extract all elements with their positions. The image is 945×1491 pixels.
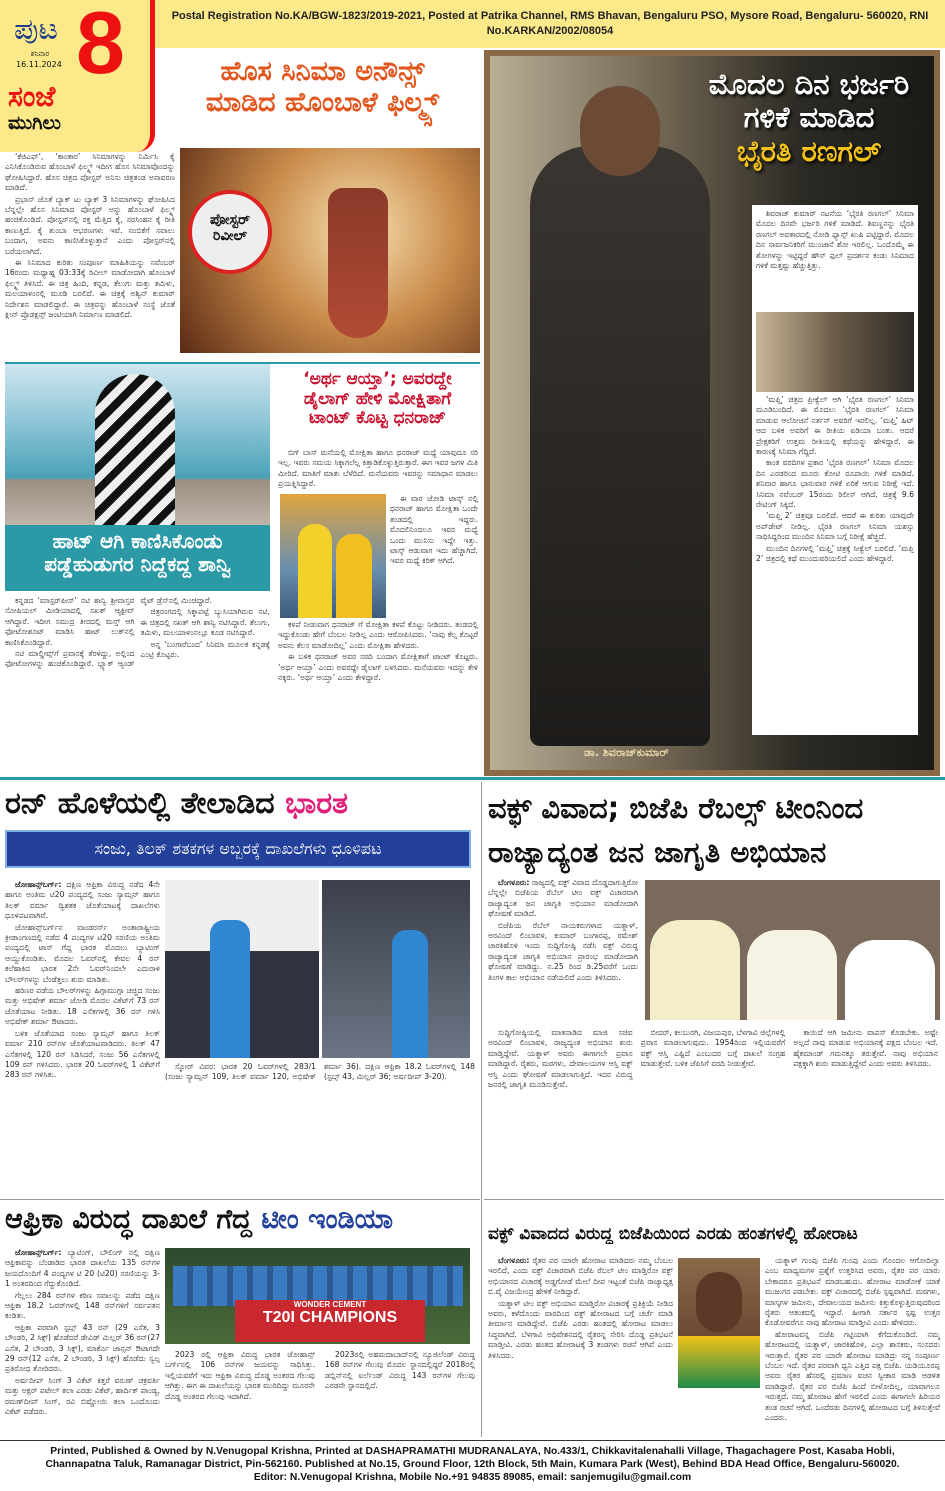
headline-line: ಟಾಂಟ್ ಕೊಟ್ಟ ಧನರಾಜ್ (308, 408, 446, 429)
sanju-celebration-photo (322, 880, 470, 1058)
section-divider (0, 777, 945, 780)
dhanaraj-lead (278, 448, 478, 494)
headline-line: ಡೈಲಾಗ್ ಹೇಳಿ ಮೋಕ್ಷಿತಾಗೆ (303, 388, 452, 409)
poster-hand-image (180, 148, 480, 353)
headline-accent: ಟೀಂ ಇಂಡಿಯಾ (261, 1204, 394, 1235)
paragraph: ಕನ್ನಡದ ‘ಮಾಸ್ಟರ್‌ಪೀಸ್’ ನಟಿ ಶಾನ್ವಿ ಶ್ರೀವಾಸ್ತವ ಸೋಷಿಯಲ್ ಮೀಡಿಯಾದಲ್ಲಿ ಸಖತ್ ಆ್ಯಕ್ಟೀವ್ ಆಗಿದ್ದಾರೆ. ಇದೀಗ ಸಮುದ್ರ ತೀರದಲ್ಲಿ ಮಸ್ತ್ ಆಗಿ ಫೋಟೋಶೂಟ್ ಮಾಡಿಸಿ ಹಾಟ್ ಲುಕ್‌ನಲ್ಲಿ ಕಾಣಿಸಿಕೊಂಡಿದ್ದಾರೆ. (5, 596, 135, 647)
postal-registration: Postal Registration No.KA/BGW-1823/2019-2021, Posted at Patrika Channel, RMS Bhavan, Bengaluru PSO, Mysore Road, Bengaluru- 560020, RNI No.KARKAN/2002/08054 (155, 0, 945, 48)
bjp-rebels-photo (645, 880, 940, 1020)
figure-shape (95, 374, 175, 526)
paragraph: ಬ್ಯಾಟಿಂಗ್, ಬೌಲಿಂಗ್ ನಲ್ಲಿ ದಕ್ಷಿಣ ಆಫ್ರಿಕಾವನ್ನು ಬೆಂಡಾಡಿದ ಭಾರತ ದಾಖಲೆಯ 135 ರನ್‌ಗಳ ಜಯದೊಂದಿಗೆ 4 ಪಂದ್ಯಗಳ ಟಿ 20 (ಟಿ20) ಸರಣಿಯನ್ನು 3-1 ಅಂತರದಿಂದ ಗೆದ್ದುಕೊಂಡಿದೆ. (5, 1248, 160, 1289)
paragraph: ಅನ್ನ ‘ಬಂಗಾರೆಬಂದ’ ಸಿನಿಮಾ ಮೂಲಕ ಕನ್ನಡಕ್ಕೆ ಎಂಟ್ರಿ ಕೊಟ್ಟರು. (140, 639, 270, 660)
africa-body-cont (165, 1350, 475, 1438)
headline-accent: ಭಾರತ (285, 786, 348, 821)
page-number: 8 (76, 0, 125, 92)
dateline: ಜೋಹಾನ್ಸ್‌ಬರ್ಗ್: (15, 880, 62, 889)
person-shape (298, 524, 332, 618)
day: ಶನಿವಾರ (30, 50, 50, 58)
paragraph: ಅರ್ಷದೀಪ್ ಸಿಂಗ್ 3 ವಿಕೆಟ್ ಕಿತ್ತರೆ ವರುಣ್ ಚಕ್ರವರ್ತಿ ಮತ್ತು ಅಕ್ಷರ್ ಪಟೇಲ್ ತಲಾ ಎರಡು ವಿಕೆಟ್, ಹಾರ್ದಿಕ್ ಪಾಂಡ್ಯ, ರಮಣ್‌ದೀಪ್ ಸಿಂಗ್, ರವಿ ಬಿಷ್ಣೋಯಿ ತಲಾ ಒಂದೊಂದು ವಿಕೆಟ್ ಪಡೆದರು. (5, 1375, 160, 1417)
bhairathi-poster-frame (484, 50, 940, 776)
paper-name-line2: ಮುಗಿಲು (8, 112, 61, 134)
paragraph: ಬೀದರ್, ಕಲಬುರಗಿ, ವಿಜಯಪುರ, ಬೆಳಗಾವಿ ಜಿಲ್ಲೆಗಳಲ್ಲಿ ಪ್ರವಾಸ ಮಾಡಲಾಗುವುದು. 1954ರಿಂದ ಇಲ್ಲಿಯವರೆಗೆ ವಕ್ಫ್ ಆಸ್ತಿ ಎಷ್ಟಿದೆ ಎಂಬುದರ ಬಗ್ಗೆ ದಾಖಲೆ ಸಂಗ್ರಹ ಮಾಡುತ್ತೇವೆ. ಬಳಿಕ ಜೆಪಿಸಿಗೆ ವರದಿ ನೀಡುತ್ತೇವೆ. (640, 1028, 786, 1069)
paragraph: ನಟಿ ಮಾಲ್ಡೀವ್ಸ್‌ಗೆ ಪ್ರವಾಸಕ್ಕೆ ತೆರಳಿದ್ದು, ಅಲ್ಲಿಂದ ಫೋಟೋಗಳನ್ನು ಹಂಚಿಕೊಂಡಿದ್ದಾರೆ. ಬ್ಲ್ಯಾಕ್ ಆ್ಯಂಡ್ ವೈಟ್ ಡ್ರೆಸ್‌ನಲ್ಲಿ ಮಿಂಚಿದ್ದಾರೆ. (5, 596, 212, 669)
divider (0, 1199, 480, 1200)
date: 16.11.2024 (16, 60, 62, 69)
paragraph: ಸ್ಕೋರ್ ವಿವರ: ಭಾರತ 20 ಓವರ್‌ಗಳಲ್ಲಿ 283/1 (ಸಂಜು ಸ್ಯಾಮ್ಸನ್ 109, ತಿಲಕ್ ವರ್ಮಾ 120, ಅಭಿಷೇಕ್ ಶರ್ಮಾ 36). ದಕ್ಷಿಣ ಆಫ್ರಿಕಾ 18.2 ಓವರ್‌ಗಳಲ್ಲಿ 148 (ಸ್ಟಬ್ಸ್ 43, ಮಿಲ್ಲರ್ 36; ಅರ್ಷದೀಪ್ 3-20). (165, 1062, 475, 1082)
team-champions-photo (165, 1248, 470, 1344)
headline-line: ಪಡ್ಡೆಹುಡುಗರ ನಿದ್ದೆಕದ್ದ ಶಾನ್ವಿ (44, 552, 231, 576)
divider (5, 362, 480, 364)
headline-line: ಗಳಿಕೆ ಮಾಡಿದ (743, 100, 875, 135)
paragraph: ಕಾಯಿದೆ ಆಗಿ ಜಮೀನು ವಾಪಸ್ ಕೊಡಬೇಕು. ಅಷ್ಟೇ ಅಲ್ಲದೆ ನಾವು ಮಾಡುವ ಅಭಿಯಾನಕ್ಕೆ ಪಕ್ಷದ ಬೆಂಬಲ ಇದೆ. ಹೈಕಮಾಂಡ್ ಗಮನಕ್ಕೂ ತರುತ್ತೇವೆ. ನಾವು ಅಭಿಯಾನ ಪಕ್ಷಕ್ಕಾಗಿ ಶುರು ಮಾಡುತ್ತಿದ್ದೇವೆ ಎಂದು ಅವರು ತಿಳಿಸಿದರು. (793, 1028, 938, 1069)
page-word: ಪುಟ (14, 12, 59, 47)
dhanaraj-body (278, 620, 478, 770)
waqf-headline (488, 786, 943, 874)
paragraph: ಕಾಂತ ವರದಿಗಳ ಪ್ರಕಾರ ‘ಭೈರತಿ ರಣಗಲ್’ ಸಿನಿಮಾ ಮೊದಲ ದಿನ ಎರಡರಿಂದ ಮೂರು ಕೋಟಿ ರೂಪಾಯಿ ಗಳಿಕೆ ಮಾಡಿದೆ. ಶನಿವಾರ ಹಾಗೂ ಭಾನುವಾರ ಗಳಿಕೆ ಏರಿಕೆ ಆಗುವ ನಿರೀಕ್ಷೆ ಇದೆ. ಸಿನಿಮಾ ನವೆಂಬರ್ 15ರಂದು ರಿಲೀಸ್ ಆಗಿದೆ. ಚಿತ್ರಕ್ಕೆ 9.6 ರೇಟಿಂಗ್ ಸಿಕ್ಕಿದೆ. (756, 458, 914, 510)
dateline: ಬೆಂಗಳೂರು: (498, 1256, 530, 1265)
hombale-headline (165, 56, 480, 118)
person-shape (747, 930, 837, 1020)
africa-body (5, 1248, 160, 1438)
waqf-lead (488, 878, 638, 1028)
player-shape (392, 930, 428, 1058)
shanvi-article-body (5, 596, 270, 772)
article-body (756, 209, 914, 309)
player-shape (210, 920, 250, 1058)
article-body (756, 395, 914, 730)
cricket-body (5, 880, 160, 1195)
paragraph: ಪ್ರಭಾಸ್ ಜೊತೆ ಬ್ಯಾಕ್ ಟು ಬ್ಯಾಕ್ 3 ಸಿನಿಮಾಗಳನ್ನು ಘೋಷಿಸಿದ ಬೆನ್ನಲ್ಲೇ ಹೊಸ ಸಿನಿಮಾದ ಪೋಸ್ಟರ್ ಅನ್ನು ಹೊಂಬಾಳೆ ಫಿಲ್ಮ್ಸ್ ಹಂಚಿಕೊಂಡಿದೆ. ಪೋಸ್ಟರ್‌ನಲ್ಲಿ ರಕ್ತ ಮೆತ್ತಿದ ಕೈ, ನರಸಿಂಹನ ಕೈ ರೀತಿ ಕಾಣುತ್ತಿದೆ. ಕೈ ತುಂಬಾ ಆಭರಣಗಳು ಇವೆ. ನಂಬಿಕೆಗೆ ಸವಾಲು ಬಂದಾಗ, ಅವನು ಕಾಣಿಸಿಕೊಳ್ಳುತ್ತಾನೆ ಎಂದು ಪೋಸ್ಟರ್‌ನಲ್ಲಿ ಬರೆಯಲಾಗಿದೆ. (5, 194, 175, 256)
hombale-article-body (5, 152, 175, 357)
protest-headline: ವಕ್ಫ್ ವಿವಾದದ ವಿರುದ್ಧ ಬಿಜೆಪಿಯಿಂದ ಎರಡು ಹಂತಗಳಲ್ಲಿ ಹೋರಾಟ (488, 1224, 858, 1244)
paragraph: ಈ ಸಿನಿಮಾದ ಕುರಿತು ಸಂಪೂರ್ಣ ಮಾಹಿತಿಯನ್ನು ನವೆಂಬರ್ 16ರಂದು ಮಧ್ಯಾಹ್ನ 03:33ಕ್ಕೆ ರಿವೀಲ್ ಮಾಡೋದಾಗಿ ಹೊಂಬಾಳೆ ಫಿಲ್ಮ್ಸ್ ತಿಳಿಸಿದೆ. ಈ ಚಿತ್ರ ಹಿಂದಿ, ಕನ್ನಡ, ತೆಲುಗು ಮತ್ತು ತಮಿಳು, ಮಲಯಾಳಂನಲ್ಲಿ ಮೂಡಿ ಬರಲಿದೆ. ಈ ಚಿತ್ರಕ್ಕೆ ಅಶ್ವಿನ್ ಕುಮಾರ್ ನಿರ್ದೇಶನ ಮಾಡಲಿದ್ದಾರೆ. ಈ ಚಿತ್ರವನ್ನು ಹೊಂಬಾಳೆ ಸಂಸ್ಥೆ ಜೊತೆ ಕ್ಲೀನ್ ಪ್ರೊಡಕ್ಷನ್ಸ್ ಜಂಟಿಯಾಗಿ ನಿರ್ಮಾಣ ಮಾಡಲಿದೆ. (5, 258, 175, 320)
masthead (0, 0, 155, 152)
africa-headline (5, 1204, 480, 1236)
protest-body-cont (765, 1256, 940, 1438)
bigboss-photo (280, 494, 386, 618)
paragraph: ಹೋರಾಟವನ್ನ ಬಿಜೆಪಿ ಗಟ್ಟಿಯಾಗಿ ಕೆಗೆದುಕೊಂಡಿದೆ. ನಮ್ಮ ಹೋರಾಟದಲ್ಲಿ ಯತ್ನಾಳ್, ಜಾರಕಿಹೊಳಿ, ಎಲ್ಲಾ ಶಾಸಕರು, ಸಂಸದರು ಇರುತ್ತಾರೆ. ರೈತರ ಪರ ಯಾರೇ ಹೋರಾಟ ಮಾಡಿದ್ರು ನನ್ನ ಸಂಪೂರ್ಣ ಬೆಂಬಲ ಇದೆ. ರೈತರ ಪರವಾಗಿ ಧ್ವನಿ ಎತ್ತಿದ ಪಕ್ಷ ಬಿಜೆಪಿ. ಯಡಿಯೂರಪ್ಪ ಅವರು ರೈತರ ಹೆಸರಲ್ಲಿ ಪ್ರಮಾಣ ವಚನ ಸ್ವೀಕಾರ ಮಾಡಿ ಆಡಳಿತ ಮಾಡಿದ್ದಾರೆ. ರೈತರ ಪರ ಬಿಜೆಪಿ ಹಿಂದೆ ಬೀಳೋದಿಲ್ಲ, ಯಾವಾಗಲೂ ಇರುತ್ತದೆ. ನಮ್ಮ ಹೋರಾಟ ಹೇಗೆ ಇರಲಿದೆ ಎಂದು ಈಗಾಗಲೇ ಹಿರಿಯರ ತಂಡ ರಚನೆ ಆಗಿದೆ. ಒಂದೆರಡು ದಿನಗಳಲ್ಲಿ ಹೋರಾಟದ ಬಗ್ಗೆ ತಿಳಿಸುತ್ತೇವೆ ಎಂದರು. (765, 1329, 940, 1423)
paragraph: ‘ಕೆಜಿಎಫ್’, ‘ಕಾಂತಾರ’ ಸಿನಿಮಾಗಳನ್ನು ನಿರ್ಮಿಸಿ ಕೈ ಎನಿಸಿಕೊಂಡಿರುವ ಹೊಂಬಾಳೆ ಫಿಲ್ಮ್ಸ್ ಇದೀಗ ಹೊಸ ಸಿನಿಮಾವೊಂದನ್ನು ಘೋಷಿಸಿದ್ದಾರೆ. ಹೊಸ ಚಿತ್ರದ ಪೋಸ್ಟರ್ ಅನಿಸು ಚಿತ್ರತಂಡ ಅನಾವರಣ ಮಾಡಿದೆ. (5, 152, 175, 193)
paragraph: ರಾಜ್ಯದಲ್ಲಿ ವಕ್ಫ್ ವಿವಾದ ದೊಡ್ಡದಾಗುತ್ತಿರೋ ಬೆನ್ನಲ್ಲೇ ಬಿಜೆಪಿಯ ರೆಬೆಲ್ ಟೀಂ ವಕ್ಫ್ ವಿಚಾರವಾಗಿ ರಾಜ್ಯಾದ್ಯಂತ ಜನ ಜಾಗೃತಿ ಅಭಿಯಾನ ಮಾಡೋದಾಗಿ ಘೋಷಣೆ ಮಾಡಿದೆ. (488, 878, 638, 919)
imprint-footer: Printed, Published & Owned by N.Venugopal Krishna, Printed at DASHAPRAMATHI MUDRANALAYA, No.433/1, Chikkavitalenahalli Village, Thagachagere Post, Kasaba Hobli, Channapatna Taluk, Ramanagar District, Pin-562160. Published at No.15, Ground Floor, 12th Block, 5th Main, Kumara Park (West), Behind BDA Head Office, Bengaluru-560020. Editor: N.Venugopal Krishna, Mobile No.+91 94835 89085, email: sanjemugilu@gmail.com (45, 1446, 900, 1483)
banner-brand: WONDER CEMENT (293, 1300, 367, 1309)
hand-shape (328, 188, 388, 338)
headline-text: ರನ್ ಹೊಳೆಯಲ್ಲಿ ತೇಲಾಡಿದ (5, 786, 275, 821)
paragraph: ಬಿಗ್ ಬಾಸ್ ಮನೆಯಲ್ಲಿ ಮೋಕ್ಷಿತಾ ಹಾಗೂ ಧನರಾಜ್ ಮಧ್ಯೆ ಯಾವುದೂ ಸರಿ ಇಲ್ಲ. ಇವರು ಸಮಯ ಸಿಕ್ಕಾಗಲೆಲ್ಲ ಕಿತ್ತಾಡಿಕೊಳ್ಳುತ್ತಿರುತ್ತಾರೆ. ಈಗ ಇವರ ಜಗಳ ಮಿತಿ ಮೀರಿದೆ. ಮಾತಿಗೆ ಮಾತು ಬೆಳೆದಿದೆ. ಮನೆಯವರು ಇವರನ್ನು ಸಮಾಧಾನ ಮಾಡಲು ಪ್ರಯತ್ನಿಸಿದ್ದಾರೆ. (278, 448, 478, 489)
dateline: ಜೋಹಾನ್ಸ್‌ಬರ್ಗ್: (15, 1248, 62, 1257)
paragraph: ಯತ್ನಾಳ್ ಗುಂಪು ಬಿಜೆಪಿ ಗುಂಪು ಎಂದು ಗೊಂದಲ ಆಗೋದಿಲ್ವಾ ಎಂಬ ಮಾಧ್ಯಮಗಳ ಪ್ರಶ್ನೆಗೆ ಉತ್ತರಿಸಿದ ಅವರು, ರೈತರ ಪರ ಯಾರು ಬೇಕಾದರೂ ಪ್ರತಿಭಟನೆ ಮಾಡಬಹುದು. ಹೋರಾಟ ಮಾಡೋಕೆ ಯಾಕೆ ಮುಜುಗರ ಪಡಬೇಕು. ವಕ್ಫ್ ವಿಚಾರದಲ್ಲಿ ಬಿಜೆಪಿ ಸ್ಪಷ್ಟವಾಗಿದೆ. ಮಠಗಳು, ಮಾಸ್ಕಗಳ ಜಮೀನು, ದೇವಾಲಯದ ಜಮೀನು ಕಿತ್ತುಕೊಳ್ಳುತ್ತಿರುವುದರಿಂದ ರೈತರು ಆತಂಕದಲ್ಲಿ ಇದ್ದಾರೆ. ಹೀಗಾಗಿ ಸರ್ಕಾರ ಸ್ಪಷ್ಟ ಉತ್ತರ ಕೊಡೋವರೆಗೂ ನಾವು ಹೋರಾಟ ಮಾಡ್ತೀವಿ ಎಂದು ಹೇಳಿದರು. (765, 1256, 940, 1328)
badge-line: ಪೋಸ್ಟರ್ (209, 212, 251, 228)
paragraph: ರೈತರ ಪರ ಯಾರೇ ಹೋರಾಟ ಮಾಡಿದರು ನಮ್ಮ ಬೆಂಬಲ ಇರಲಿದೆ, ಎಂದು ವಕ್ಫ್ ವಿಚಾರವಾಗಿ ಬಿಜೆಪಿ ರೆಬಲ್ ಟೀಂ ಮಾಡ್ತಿರೋ ವಕ್ಫ್ ಅಭಿಯಾನದ ವಿಚಾರಕ್ಕೆ ಅಡ್ಡಗೋಡೆ ಮೇಲೆ ದೀಪ ಇಟ್ಟಂತೆ ಬಿಜೆಪಿ ರಾಜ್ಯಾಧ್ಯಕ್ಷ ಬಿ.ವೈ ವಿಜಯೇಂದ್ರ ಹೇಳಿಕೆ ನೀಡಿದ್ದಾರೆ. (488, 1256, 673, 1297)
paragraph: 2023 ರಲ್ಲಿ ಆಫ್ರಿಕಾ ವಿರುದ್ಧ ಭಾರತ ಜೋಹಾನ್ಸ್ ಬರ್ಗ್‌ನಲ್ಲಿ 106 ರನ್‌ಗಳ ಜಯವನ್ನು ಸಾಧಿಸಿತ್ತು. ಇಲ್ಲಿಯವರೆಗೆ ಇದು ಆಫ್ರಿಕಾ ವಿರುದ್ಧ ದೊಡ್ಡ ಅಂತರದ ಗೆಲುವು ಆಗಿತ್ತು. ಈಗ ಈ ದಾಖಲೆಯನ್ನು ಭಾರತ ಮುರಿದಿದ್ದು ಮೂರನೇ ದೊಡ್ಡ ಅಂತರದ ಗೆಲುವು ಇದಾಗಿದೆ. (165, 1350, 315, 1401)
paragraph: ಆಫ್ರಿಕಾ ಪರವಾಗಿ ಸ್ಟಬ್ಸ್ 43 ರನ್ (29 ಎಸೆತ, 3 ಬೌಂಡರಿ, 2 ಸಿಕ್ಸ್) ಹೊಡೆದರೆ ಡೇವಿಡ್ ಮಿಲ್ಲರ್ 36 ರನ್(27 ಎಸೆತ, 2 ಬೌಂಡರಿ, 3 ಸಿಕ್ಸ್), ಮಾರ್ಕೊ ಜಾನ್ಸನ್ ಔಟಾಗದೇ 29 ರನ್(12 ಎಸೆತ, 2 ಬೌಂಡರಿ, 3 ಸಿಕ್ಸ್) ಹೊಡೆದು ಸ್ವಲ್ಪ ಪ್ರತಿರೋಧ ತೋರಿದರು. (5, 1322, 160, 1374)
paragraph: ಈ ವಾರ ಜೋಡಿ ಟಾಸ್ಕ್ ನಲ್ಲಿ ಧನರಾಜ್ ಹಾಗೂ ಮೋಕ್ಷಿತಾ ಒಂದೇ ತಂಡದಲ್ಲಿ ಇದ್ದರು. ಮೊದಲಿನಿಂದಲೂ ಇವರ ಮಧ್ಯೆ ಒಂದು ಮುನಿಸು ಇದ್ದೇ ಇತ್ತು. ಟಾಸ್ಕ್ ಆಡುವಾಗ ಇದು ಹೆಚ್ಚಾಗಿದೆ. ಇವರ ಮಧ್ಯೆ ಕಿರಿಕ್ ಆಗಿದೆ. (390, 494, 478, 566)
paper-name-line1: ಸಂಜೆ (8, 80, 56, 113)
actor-head (580, 86, 660, 176)
bhairathi-headline (684, 68, 934, 168)
face-shape (696, 1272, 742, 1332)
paragraph: ಜೋಹಾನ್ಸ್‌ಬರ್ಗ್‌ನ ವಾಂಡರರ್ಸ್ ಅಂತಾರಾಷ್ಟ್ರೀಯ ಕ್ರೀಡಾಂಗಣದಲ್ಲಿ ನಡೆದ 4 ಪಂದ್ಯಗಳ ಟಿ20 ಸರಣಿಯ ಅಂತಿಮ ಪಂದ್ಯದಲ್ಲಿ ಟಾಸ್ ಗೆದ್ದ ಭಾರತ ಮೊದಲು ಬ್ಯಾಟಿಂಗ್ ಆಯ್ದುಕೊಂಡಿತು. ಮೊದಲ ಓವರ್‌ನಲ್ಲಿ ಕೇವಲ 4 ರನ್ ಕಲೆಹಾಕಿದ ಭಾರತ 2ನೇ ಓವರ್‌ನಿಂದಲೇ ಎದುರಾಳಿ ಬೌಲರ್‌ಗಳನ್ನು ಬೆಂಡೆತ್ತಲು ಶುರು ಮಾಡಿತು. (5, 922, 160, 984)
paragraph: ಗೆಲ್ಲಲು 284 ರನ್‌ಗಳ ಕಠಿಣ ಸವಾಲನ್ನು ಪಡೆದ ದಕ್ಷಿಣ ಆಫ್ರಿಕಾ 18.2 ಓವರ್‌ಗಳಲ್ಲಿ 148 ರನ್‌ಗಳಿಗೆ ಸರ್ವಪತನ ಕಂಡಿತು. (5, 1290, 160, 1321)
waqf-body (488, 1028, 938, 1196)
paragraph: ಶಿವರಾಜ್ ಕುಮಾರ್ ನಟನೆಯ ‘ಭೈರತಿ ರಣಗಲ್’ ಸಿನಿಮಾ ಮೊದಲ ದಿನವೇ ಭರ್ಜರಿ ಗಳಿಕೆ ಮಾಡಿದೆ. ಶಿವಣ್ಣನನ್ನು ಭೈರತಿ ರಣಗಲ್ ಅವತಾರದಲ್ಲಿ ನೋಡಿ ಫ್ಯಾನ್ಸ್ ಖುಷಿ ಪಟ್ಟಿದ್ದಾರೆ. ಮೊದಲ ದಿನ ಸಾರ್ವಜನಿಕರಿಗೆ ಮುಂಜಾನೆ ಶೋ ಇರಲಿಲ್ಲ. ಒಂದೊಮ್ಮೆ ಈ ಶೋಗಳನ್ನು ಇಟ್ಟಿದ್ದರೆ ಹೌಸ್ ಫುಲ್ ಪ್ರದರ್ಶನ ಕಂಡು ಸಿನಿಮಾದ ಗಳಿಕೆ ಮತ್ತಷ್ಟು ಹೆಚ್ಚುತ್ತಿತ್ತು. (756, 209, 914, 271)
shanvi-photo (5, 364, 270, 526)
shanvi-headline (5, 525, 270, 591)
headline-accent: ಭೈರತಿ ರಣಗಲ್ (736, 133, 882, 168)
paragraph: ಮುಂದಿನ ದಿನಗಳಲ್ಲಿ ‘ಮಫ್ತಿ’ ಚಿತ್ರಕ್ಕೆ ಸೀಕ್ವೆಲ್ ಬರಲಿದೆ. ‘ಮಫ್ತಿ 2’ ಚಿತ್ರದಲ್ಲಿ ಕಥೆ ಮುಂದುವರಿಯಲಿದೆ ಎಂದು ಹೇಳಿದ್ದಾರೆ. (756, 543, 914, 564)
dateline: ಬೆಂಗಳೂರು: (498, 878, 530, 887)
headline-text: ಆಫ್ರಿಕಾ ವಿರುದ್ಧ ದಾಖಲೆ ಗೆದ್ದ (5, 1204, 252, 1235)
footer-rule (0, 1440, 945, 1441)
paragraph: ಈ ಬಳಿಕ ಧನರಾಜ್ ಅವರ ಸರದಿ ಬಂದಾಗ ಮೋಕ್ಷಿತಾಗೆ ಟಾಂಟ್ ಕೊಟ್ಟರು. ‘ಅರ್ಥ ಆಯ್ತಾ’ ಎಂದು ಅವರದ್ದೇ ಡೈಲಾಗ್ ಬಳಸಿದರು. ಮನೆಯವರು ಇದನ್ನು ಕೇಳಿ ನಕ್ಕರು. ‘ಅರ್ಥ ಆಯ್ತಾ’ ಎಂದು ಕೇಳಿದ್ದಾರೆ. (278, 652, 478, 683)
protest-body (488, 1256, 673, 1438)
headline-line: ವಕ್ಫ್ ವಿವಾದ; ಬಿಜೆಪಿ ರೆಬಲ್ಸ್ ಟೀಂನಿಂದ (488, 791, 864, 825)
dhanaraj-body-side (390, 494, 478, 618)
headline-line: ರಾಜ್ಯಾದ್ಯಂತ ಜನ ಜಾಗೃತಿ ಅಭಿಯಾನ (488, 835, 827, 869)
paragraph: ‘ಮಫ್ತಿ 2’ ಚಿತ್ರವೂ ಬರಲಿದೆ. ಆದರೆ ಈ ಕುರಿತು ಯಾವುದೇ ಅಪ್‌ಡೇಟ್ ನೀಡಿಲ್ಲ. ಭೈರತಿ ರಣಗಲ್ ಸಿನಿಮಾ ಯಶಸ್ಸು ಸಾಧಿಸಿದ್ದರಿಂದ ಮುಂದಿನ ಸಿನಿಮಾ ಬಗ್ಗೆ ನಿರೀಕ್ಷೆ ಹೆಚ್ಚಿದೆ. (756, 511, 914, 542)
poster-reveal-badge (188, 190, 272, 274)
badge-line: ರಿವೀಲ್ (212, 228, 248, 245)
cricket-subhead: ಸಂಜು, ತಿಲಕ್ ಶತಕಗಳ ಅಬ್ಬರಕ್ಕೆ ದಾಖಲೆಗಳು ಧೂಳಿಪಟ (5, 830, 471, 868)
paragraph: ಸುದ್ದಿಗೋಷ್ಠಿಯಲ್ಲಿ ಮಾತನಾಡಿದ ಮಾಜಿ ಸಚಿವ ಅರವಿಂದ್ ಲಿಂಬಾವಳಿ, ರಾಜ್ಯದ್ಯಂತ ಅಭಿಯಾನ ಶುರು ಮಾಡ್ತಿದ್ದೇವೆ. ಯತ್ನಾಳ್ ಅವರು ಈಗಾಗಲೇ ಪ್ರವಾಸ ಮಾಡಿದ್ದಾರೆ. ರೈತರು, ಮಠಗಳು, ದೇವಾಲಯಗಳ ಆಸ್ತಿ ವಕ್ಫ್ ಆಸ್ತಿ ಎಂದು ಘೋಷಣೆ ಮಾಡಲಾಗುತ್ತಿದೆ. ಇದರ ವಿರುದ್ಧ ಜನರಲ್ಲಿ ಜಾಗೃತಿ ಮೂಡಿಸುತ್ತೇವೆ. (488, 1028, 633, 1090)
bhairathi-article (752, 205, 918, 735)
divider (484, 1199, 944, 1200)
paragraph: ‘ಮಫ್ತಿ’ ಚಿತ್ರದ ಪ್ರೀಕ್ವೆಲ್ ಆಗಿ ‘ಭೈರತಿ ರಣಗಲ್’ ಸಿನಿಮಾ ಮೂಡಿಬಂದಿದೆ. ಈ ಮೊದಲು ‘ಭೈರತಿ ರಣಗಲ್’ ಸಿನಿಮಾ ಮಾಡುವ ಆಲೋಚನೆ ನರ್ತನ್ ಅವರಿಗೆ ಇರಲಿಲ್ಲ. ‘ಮಫ್ತಿ’ ಹಿಟ್ ಆದ ಬಳಿಕ ಅವರಿಗೆ ಈ ರೀತಿಯ ಐಡಿಯಾ ಬಂತು. ಆದರೆ ಪ್ರೇಕ್ಷಕರಿಗೆ ಉತ್ತಮ ರೀತಿಯಲ್ಲಿ ಕಥೆಯನ್ನು ಹೇಳಿದ್ದಾರೆ. ಈ ಕಾರಣಕ್ಕೆ ಸಿನಿಮಾ ಗೆದ್ದಿದೆ. (756, 395, 914, 457)
paragraph: ಬಳಿಕ ಜೊತೆಯಾದ ಸಂಜು ಸ್ಯಾಮ್ಸನ್ ಹಾಗೂ ತಿಲಕ್ ವರ್ಮಾ 210 ರನ್‌ಗಳ ಜೊತೆಯಾಟವಾಡಿದರು. ತಿಲಕ್ 47 ಎಸೆತಗಳಲ್ಲಿ 120 ರನ್ ಸಿಡಿಸಿದರೆ, ಸಂಜು 56 ಎಸೆತಗಳಲ್ಲಿ 109 ರನ್ ಗಳಿಸಿದರು. ಭಾರತ 20 ಓವರ್‌ಗಳಲ್ಲಿ 1 ವಿಕೆಟ್‌ಗೆ 283 ರನ್ ಗಳಿಸಿತು. (5, 1028, 160, 1080)
paragraph: ದಕ್ಷಿಣ ಆಫ್ರಿಕಾ ವಿರುದ್ಧ ನಡೆದ 4ನೇ ಹಾಗೂ ಅಂತಿಮ ಟಿ20 ಪಂದ್ಯದಲ್ಲಿ ಸಂಜು ಸ್ಯಾಮ್ಸನ್ ಹಾಗೂ ತಿಲಕ್ ವರ್ಮಾ ದ್ವಿಶತಕ ಜೊತೆಯಾಟಕ್ಕೆ ದಾಖಲೆಗಳು ಧೂಳಿಪಟವಾಗಿವೆ. (5, 880, 160, 921)
cricket-headline (5, 786, 480, 821)
headline-line: ಹೊಸ ಸಿನಿಮಾ ಅನೌನ್ಸ್ (220, 56, 425, 87)
paragraph: 2023ರಲ್ಲಿ ಅಹಮದಾಬಾದ್‌ನಲ್ಲಿ ನ್ಯೂಜಿಲೆಂಡ್ ವಿರುದ್ಧ 168 ರನ್‌ಗಳ ಗೆಲುವು ಮೊದಲ ಸ್ಥಾನದಲ್ಲಿದ್ದರೆ 2018ರಲ್ಲಿ ಡಬ್ಲಿನ್‌ನಲ್ಲಿ ಐರ್ಲೆಂಡ್ ವಿರುದ್ಧ 143 ರನ್‌ಗಳ ಗೆಲುವು ಎರಡನೇ ಸ್ಥಾನದಲ್ಲಿದೆ. (325, 1350, 475, 1391)
dhanaraj-headline (275, 370, 480, 429)
person-shape (336, 534, 372, 618)
actor-jeep-photo (756, 312, 914, 392)
headline-line: ಮೊದಲ ದಿನ ಭರ್ಜರಿ (708, 67, 910, 101)
headline-line: ‘ಅರ್ಥ ಆಯ್ತಾ’; ಅವರದ್ದೇ (303, 369, 452, 389)
tilak-celebration-photo (165, 880, 319, 1058)
vijayendra-photo (678, 1258, 760, 1388)
paragraph: ಹರಿಣರ ಪಡೆಯ ಬೌಲರ್‌ಗಳನ್ನು ಹಿಗ್ಗಾಮುಗ್ಗಾ ಚಚ್ಚಿದ ಸಂಜು ಮತ್ತು ಅಭಿಷೇಕ್ ಶರ್ಮಾ ಜೋಡಿ ಮೊದಲ ವಿಕೆಟ್‌ಗೆ 73 ರನ್ ಜೊತೆಯಾಟ ನೀಡಿತು. 18 ಎಸೆತಗಳಲ್ಲಿ 36 ರನ್ ಗಳಿಸಿ ಅಭಿಷೇಕ್ ಶರ್ಮಾ ಔಟಾದರು. (5, 986, 160, 1027)
banner-title: T20I CHAMPIONS (262, 1309, 398, 1326)
champions-banner (235, 1300, 425, 1342)
paragraph: ಕಳಪೆ ನೀಡುವಾಗ ಧನರಾಜ್ ಗೆ ಮೋಕ್ಷಿತಾ ಕಳಪೆ ಕೊಟ್ಟು ನೀಡಿದರು. ತಂಡದಲ್ಲಿ ಇದ್ದುಕೊಂಡು ಹೇಗೆ ಬೆಂಬಲ ನೀಡಿಲ್ಲ ಎಂದು ಆರೋಪಿಸಿದರು. ‘ನಾವು ಕೆಲ್ಸ ಕೊಟ್ಟರೆ ಅವನು ಕೆಲಸ ಮಾಡೋದಿಲ್ಲ’ ಎಂದು ಮೋಕ್ಷಿತಾ ಹೇಳಿದರು. (278, 620, 478, 650)
person-shape (650, 920, 740, 1020)
paragraph: ಯತ್ನಾಳ್ ಟೀಂ ವಕ್ಫ್ ಅಭಿಯಾನ ಮಾಡ್ತಿರೋ ವಿಚಾರಕ್ಕೆ ಪ್ರತಿಕ್ರಿಯೆ ನೀಡಿದ ಅವರು, ಕಳೆದೊಂದು ವಾರದಿಂದ ವಕ್ಫ್ ಹೋರಾಟದ ಬಗ್ಗೆ ಚರ್ಚೆ ಮಾಡಿ ತೀರ್ಮಾನ ಮಾಡಿದ್ದೇವೆ. ಬಿಜೆಪಿ ಎರಡು ಹಂತದಲ್ಲಿ ಹೋರಾಟ ಮಾಡಲು ಸಿದ್ಧವಾಗಿದೆ. ಬೆಳಗಾವಿ ಅಧಿವೇಶನದಲ್ಲಿ ರೈತರನ್ನ ಸೇರಿಸಿ ದೊಡ್ಡ ಪ್ರತಿಭಟನೆ ಮಾಡ್ತೀವಿ. ಎರಡು ಹಂತದ ಹೋರಾಟಕ್ಕೆ 3 ತಂಡಗಳು ರಚನೆ ಆಗಿವೆ ಎಂದು ತಿಳಿಸಿದರು. (488, 1298, 673, 1360)
poster-credit: ಡಾ. ಶಿವರಾಜ್‌ಕುಮಾರ್ (584, 746, 669, 759)
cricket-body-cont (165, 1062, 475, 1197)
actor-figure (530, 146, 710, 746)
paragraph: ಬಿಜೆಪಿಯ ರೆಬೆಲ್ ನಾಯಕರುಗಳಾದ ಯತ್ನಾಳ್, ಅರವಿಂದ್ ಲಿಂಬಾವಳಿ, ಕುಮಾರ್ ಬಂಗಾರಪ್ಪ, ರಮೇಶ್ ಜಾರಕಿಹೊಳಿ ಇಂದು ಸುದ್ದಿಗೋಷ್ಠಿ ನಡೆಸಿ ವಕ್ಫ್ ವಿರುದ್ಧ ರಾಜ್ಯಾದ್ಯಂತ ಜಾಗೃತಿ ಅಭಿಯಾನ ಪ್ರಾರಂಭ ಮಾಡೋದಾಗಿ ಘೋಷಣೆ ಮಾಡಿದ್ದು. ನ.25 ರಿಂದ ಡಿ.25ವರೆಗೆ ಒಂದು ತಿಂಗಳ ಕಾಲ ಅಭಿಯಾನ ನಡೆಯಲಿದೆ ಎಂದು ತಿಳಿಸಿದರು. (488, 920, 638, 982)
person-shape (845, 940, 935, 1020)
headline-line: ಮಾಡಿದ ಹೊಂಬಾಳೆ ಫಿಲ್ಮ್ಸ್ (205, 87, 440, 119)
column-divider (481, 782, 482, 1437)
paragraph: ಚಿತ್ರರಂಗದಲ್ಲಿ ಸಿಕ್ಕಾಪಟ್ಟೆ ಬ್ಯುಸಿಯಾಗಿರುವ ನಟಿ, ಈ ಚಿತ್ರದಲ್ಲಿ ಸಖತ್ ಆಗಿ ಶಾನ್ವಿ ನಟಿಸಿದ್ದಾರೆ. ತೆಲುಗು, ತಮಿಳು, ಮಲಯಾಳಂನಲ್ಲೂ ಕೂಡ ನಟಿಸಿದ್ದಾರೆ. (140, 607, 270, 638)
headline-line: ಹಾಟ್ ಆಗಿ ಕಾಣಿಸಿಕೊಂಡು (52, 529, 223, 553)
